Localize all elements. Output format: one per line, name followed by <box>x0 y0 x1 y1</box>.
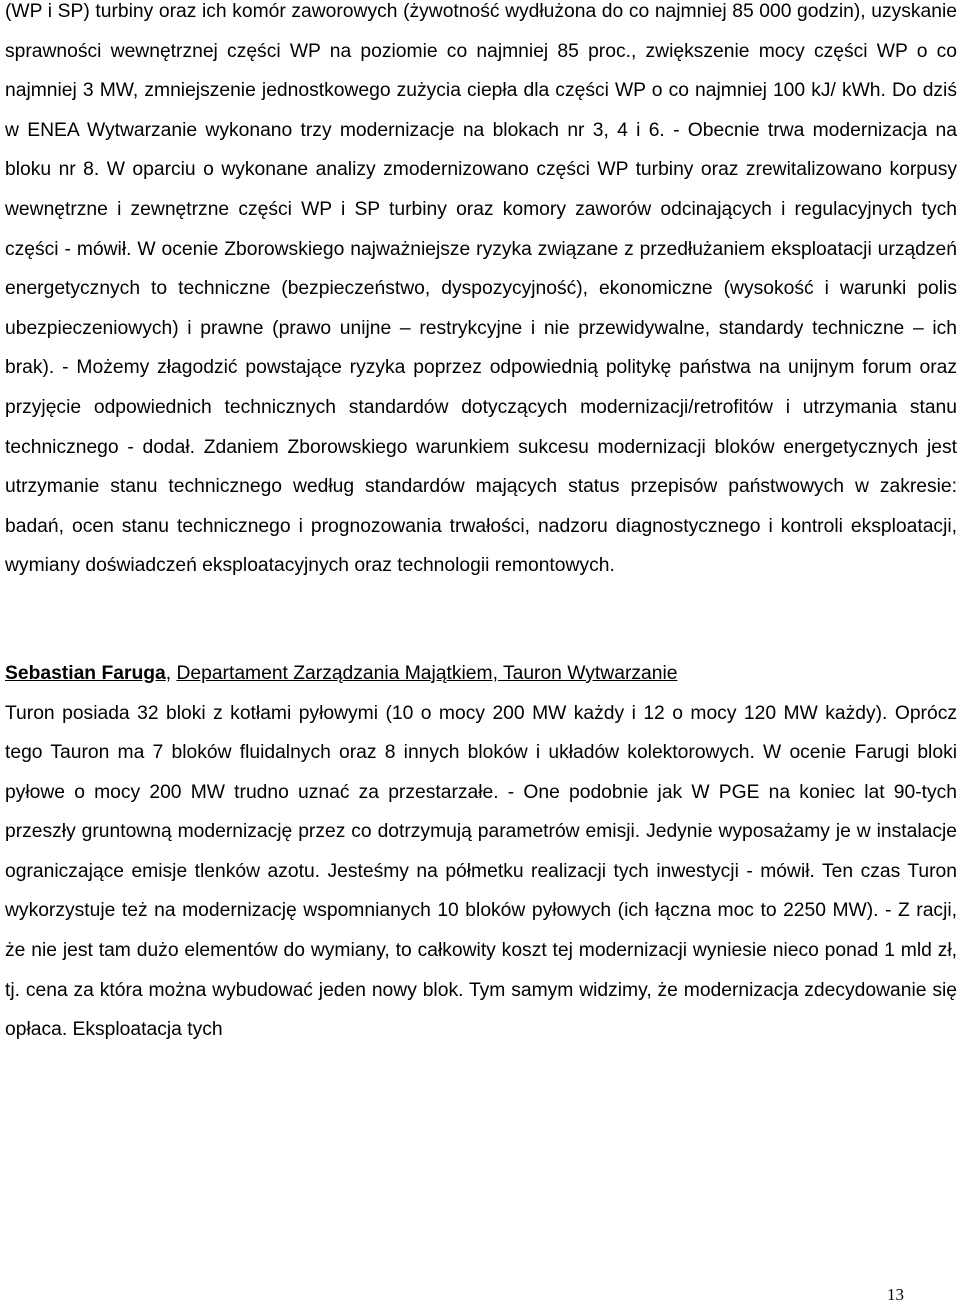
speaker-name: Sebastian Faruga <box>5 662 166 684</box>
speaker-separator: , <box>165 662 177 684</box>
body-paragraph-zborowski: (WP i SP) turbiny oraz ich komór zaworowych (żywotność wydłużona do co najmniej 85 000 godzin), uzyskanie sprawności wewnętrznej części WP na poziomie co najmniej 85 proc., zwiększenie mocy części WP o co najmniej 3 MW, zmniejszenie jednostkowego zużycia ciepła dla części WP o co najmniej 100 kJ/ kWh. Do dziś w ENEA Wytwarzanie wykonano trzy modernizacje na blokach nr 3, 4 i 6. - Obecnie trwa modernizacja na bloku nr 8. W oparciu o wykonane analizy zmodernizowano części WP turbiny oraz zrewitalizowano korpusy wewnętrzne i zewnętrzne części WP i SP turbiny oraz komory zaworów odcinających i regulacyjnych tych części - mówił. W ocenie Zborowskiego najważniejsze ryzyka związane z przedłużaniem eksploatacji urządzeń energetycznych to techniczne (bezpieczeństwo, dyspozycyjność), ekonomiczne (wysokość i warunki polis ubezpieczeniowych) i prawne (prawo unijne – restrykcyjne i nie przewidywalne, standardy techniczne – ich brak). - Możemy złagodzić powstające ryzyka poprzez odpowiednią politykę państwa na unijnym forum oraz przyjęcie odpowiednich technicznych standardów dotyczących modernizacji/retrofitów i utrzymania stanu technicznego - dodał. Zdaniem Zborowskiego warunkiem sukcesu modernizacji bloków energetycznych jest utrzymanie stanu technicznego według standardów mających status przepisów państwowych w zakresie: badań, ocen stanu technicznego i prognozowania trwałości, nadzoru diagnostycznego i kontroli eksploatacji, wymiany doświadczeń eksploatacyjnych oraz technologii remontowych. <box>5 1 957 577</box>
page-number: 13 <box>887 1285 904 1304</box>
speaker-heading <box>5 654 957 694</box>
speaker-affiliation: Departament Zarządzania Majątkiem, Tauron Wytwarzanie <box>176 662 678 684</box>
body-paragraph-faruga: Turon posiada 32 bloki z kotłami pyłowymi (10 o mocy 200 MW każdy i 12 o mocy 120 MW każdy). Oprócz tego Tauron ma 7 bloków fluidalnych oraz 8 innych bloków i układów kolektorowych. W ocenie Farugi bloki pyłowe o mocy 200 MW trudno uznać za przestarzałe. - One podobnie jak W PGE na koniec lat 90-tych przeszły gruntowną modernizację przez co dotrzymują parametrów emisji. Jedynie wyposażamy je w instalacje ograniczające emisje tlenków azotu. Jesteśmy na półmetku realizacji tych inwestycji - mówił. Ten czas Turon wykorzystuje też na modernizację wspomnianych 10 bloków pyłowych (ich łączna moc to 2250 MW). - Z racji, że nie jest tam dużo elementów do wymiany, to całkowity koszt tej modernizacji wyniesie nieco ponad 1 mld zł, tj. cena za która można wybudować jeden nowy blok. Tym samym widzimy, że modernizacja zdecydowanie się opłaca. Eksploatacja tych <box>5 702 957 1041</box>
document-page <box>5 0 957 1050</box>
